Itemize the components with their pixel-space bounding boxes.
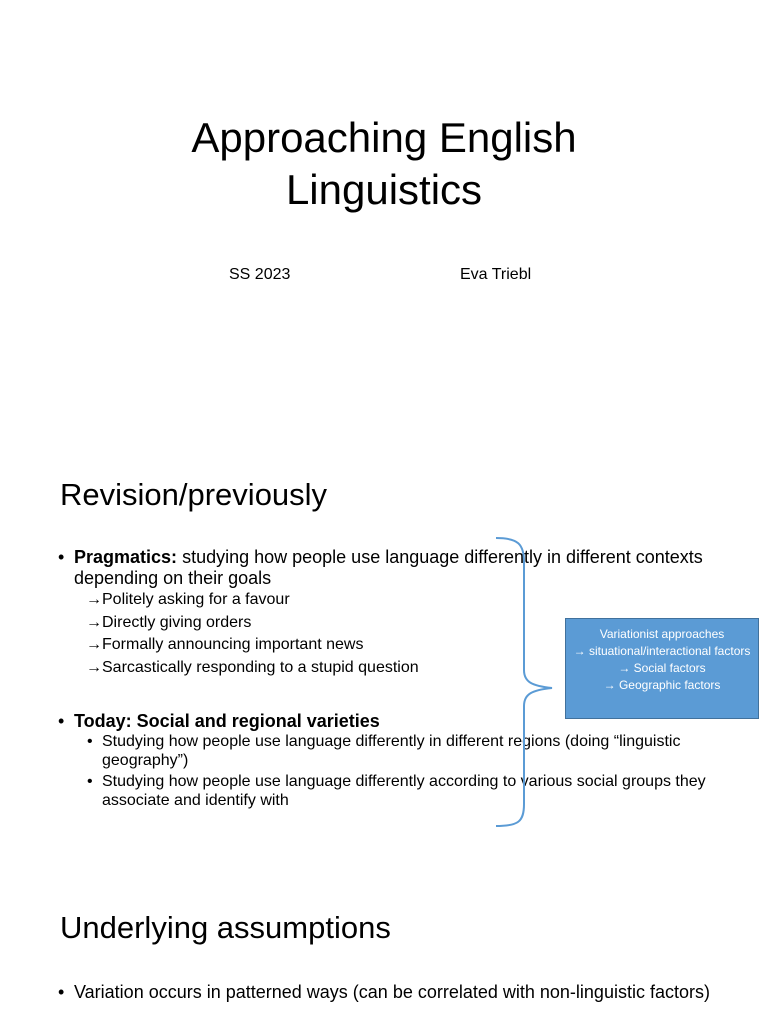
presentation-title	[0, 112, 768, 216]
revision-slide	[0, 430, 768, 862]
example-item: →Directly giving orders	[86, 613, 252, 631]
example-item: →Politely asking for a favour	[86, 591, 290, 608]
arrow-icon: →	[86, 636, 102, 653]
assumptions-slide	[0, 862, 768, 1024]
bullet-icon: •	[58, 982, 65, 1002]
pragmatics-description: studying how people use language differently in different contexts depending on their goals	[74, 547, 703, 588]
variationist-approaches-box	[565, 618, 759, 719]
bullet-icon: •	[87, 733, 93, 750]
assumption-bullet: • Variation occurs in patterned ways (can be correlated with non-linguistic factors)	[58, 982, 710, 1002]
title-line-2: Linguistics	[285, 166, 483, 213]
bullet-icon: •	[87, 773, 93, 790]
today-label: Today: Social and regional varieties	[74, 711, 380, 731]
slide-heading: Revision/previously	[60, 477, 328, 512]
title-slide	[0, 0, 768, 430]
today-sub-item: • Studying how people use language differently in different regions (doing “linguistic geography”)	[87, 733, 681, 769]
today-section	[58, 711, 718, 810]
arrow-icon: →	[86, 591, 102, 608]
slide-heading: Underlying assumptions	[60, 910, 391, 945]
arrow-icon: →	[86, 613, 102, 631]
example-item: →Formally announcing important news	[86, 636, 364, 653]
curly-brace-icon	[490, 534, 560, 834]
author-label: Eva Triebl	[460, 266, 532, 283]
arrow-icon: →	[86, 658, 102, 676]
title-line-1: Approaching English	[191, 114, 577, 161]
bullet-icon: •	[58, 547, 65, 567]
box-line-4: → Geographic factors	[603, 678, 721, 692]
bullet-icon: •	[58, 711, 65, 731]
pragmatics-label: Pragmatics:	[74, 547, 178, 567]
assumptions-section	[58, 982, 718, 1003]
example-item: →Sarcastically responding to a stupid question	[86, 658, 419, 676]
term-label: SS 2023	[229, 266, 291, 283]
pragmatics-bullet	[58, 547, 718, 589]
today-sub-item: • Studying how people use language differently according to various social groups they associate and identify with	[87, 773, 706, 809]
box-line-2: → situational/interactional factors	[573, 644, 751, 658]
box-line-1: Variationist approaches	[599, 627, 725, 641]
box-line-3: → Social factors	[618, 661, 706, 675]
